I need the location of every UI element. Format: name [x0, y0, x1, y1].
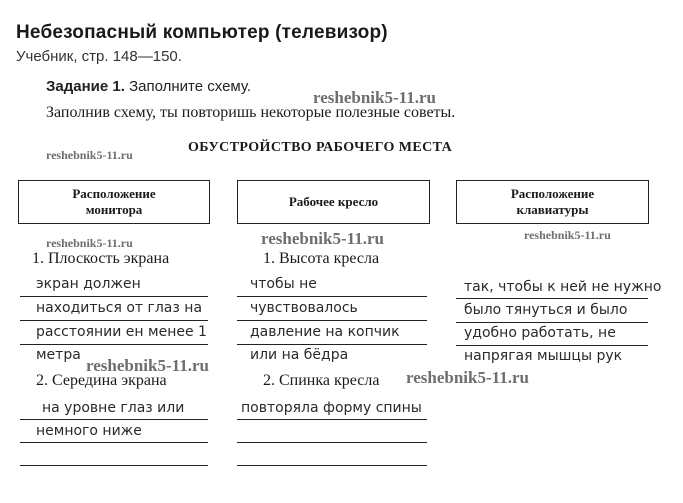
box-monitor-line1: Расположение	[72, 186, 156, 201]
col2-item2-label: 2. Спинка кресла	[263, 372, 380, 389]
task-instruction: Заполните схему.	[129, 78, 252, 95]
answer-rule	[20, 296, 208, 297]
answer-rule	[456, 322, 648, 323]
watermark: reshebnik5-11.ru	[524, 228, 611, 242]
task-label: Задание 1.	[46, 78, 125, 95]
watermark: reshebnik5-11.ru	[46, 148, 133, 162]
answer-rule	[237, 419, 427, 420]
answer-rule	[20, 320, 208, 321]
col3-answer-line: удобно работать, не	[464, 325, 616, 341]
col2-item1-label: 1. Высота кресла	[263, 250, 380, 267]
answer-rule	[20, 442, 208, 443]
task-heading	[46, 78, 251, 95]
col2-item1-answer-line: или на бёдра	[250, 347, 349, 363]
answer-rule	[237, 296, 427, 297]
col1-item2-answer-line: на уровне глаз или	[42, 400, 185, 416]
textbook-reference: Учебник, стр. 148—150.	[16, 48, 182, 65]
col1-item1-label: 1. Плоскость экрана	[32, 250, 170, 267]
col2-item1-answer-line: чтобы не	[250, 276, 317, 292]
box-keyboard-line2: клавиатуры	[516, 202, 589, 217]
col3-answer-line: напрягая мышцы рук	[464, 348, 623, 364]
col1-item2-label: 2. Середина экрана	[36, 372, 167, 389]
box-keyboard-line1: Расположение	[510, 186, 595, 201]
box-monitor-line2: монитора	[85, 202, 143, 217]
box-work-chair	[237, 180, 430, 224]
col2-item1-answer-line: чувствовалось	[250, 300, 358, 316]
col3-answer-line: было тянуться и было	[464, 302, 628, 318]
box-keyboard-position	[456, 180, 649, 224]
watermark: reshebnik5-11.ru	[261, 229, 384, 248]
answer-rule	[237, 344, 427, 345]
scheme-title: ОБУСТРОЙСТВО РАБОЧЕГО МЕСТА	[188, 140, 453, 155]
col1-item1-answer-line: находиться от глаз на	[36, 300, 203, 316]
answer-rule	[237, 465, 427, 466]
col2-item1-answer-line: давление на копчик	[250, 324, 400, 340]
box-monitor-position	[18, 180, 210, 224]
col2-item2-answer-line: повторяла форму спины	[241, 400, 422, 416]
page-title: Небезопасный компьютер (телевизор)	[16, 22, 388, 43]
watermark: reshebnik5-11.ru	[86, 356, 209, 375]
answer-rule	[237, 442, 427, 443]
answer-rule	[20, 344, 208, 345]
answer-rule	[20, 419, 208, 420]
box-chair-label: Рабочее кресло	[288, 194, 379, 209]
watermark: reshebnik5-11.ru	[406, 368, 529, 387]
col3-answer-line: так, чтобы к ней не нужно	[464, 279, 662, 295]
watermark: reshebnik5-11.ru	[313, 88, 436, 107]
answer-rule	[237, 320, 427, 321]
watermark: reshebnik5-11.ru	[46, 236, 133, 250]
col1-item1-answer-line: экран должен	[36, 276, 141, 292]
answer-rule	[456, 345, 648, 346]
answer-rule	[456, 298, 648, 299]
col1-item1-answer-line: расстоянии ен менее 1	[36, 324, 207, 340]
task-text: Заполнив схему, ты повторишь некоторые полезные советы.	[46, 104, 456, 121]
col1-item2-answer-line: немного ниже	[36, 423, 142, 439]
col1-item1-answer-line: метра	[36, 347, 81, 363]
answer-rule	[20, 465, 208, 466]
